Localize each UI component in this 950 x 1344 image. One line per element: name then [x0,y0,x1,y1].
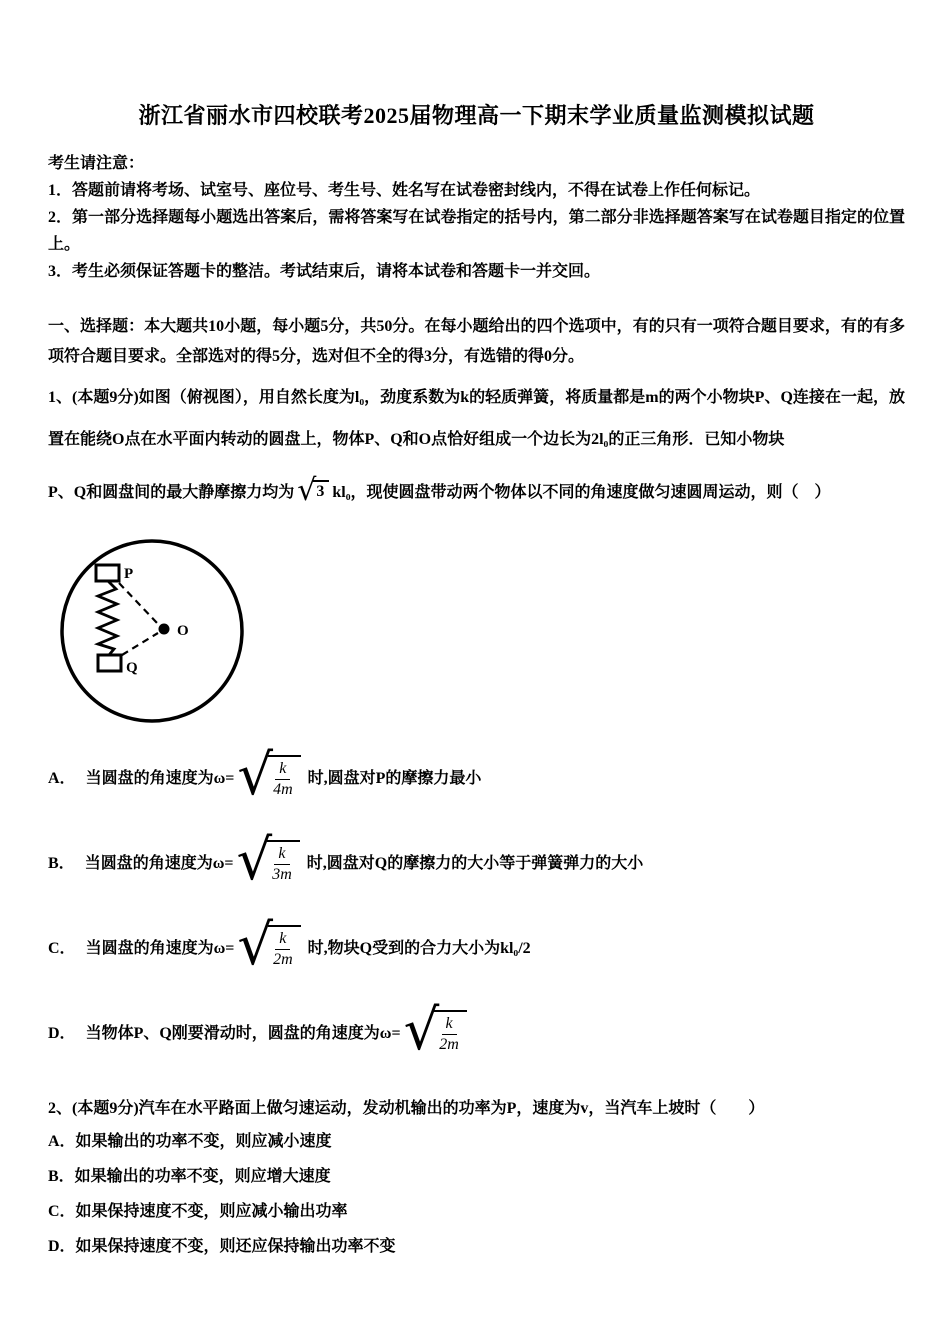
radius-dash-q [122,633,158,655]
question-2-stem: 2、(本题9分)汽车在水平路面上做匀速运动，发动机输出的功率为P，速度为v，当汽车上坡时（ ） [48,1099,765,1117]
q1-option-d [48,989,905,1074]
fraction-numerator: k [274,845,289,865]
label-o: O [177,622,189,639]
option-label: B． [48,854,75,872]
notice-item-3: 3．考生必须保证答题卡的整洁。考试结束后，请将本试卷和答题卡一并交回。 [48,262,601,280]
fraction-denominator: 2m [273,951,293,969]
radical-sign: √ [403,998,440,1063]
radical-sign: √ [297,472,317,508]
center-dot [159,623,170,634]
radicand-3: 3 [313,480,329,501]
option-pre-text: 当圆盘的角速度为ω= [85,939,235,957]
friction-text-post: kl₀，现使圆盘带动两个物体以不同的角速度做匀速圆周运动，则（ ） [332,484,831,502]
radical-sign: √ [237,743,274,808]
radical-sign: √ [236,828,273,893]
q2-option-b: B．如果输出的功率不变，则应增大速度 [48,1167,331,1185]
option-pre-text: 当物体P、Q刚要滑动时，圆盘的角速度为ω= [85,1024,401,1042]
option-label: C． [48,939,76,957]
notice-item-1: 1．答题前请将考场、试室号、座位号、考生号、姓名写在试卷密封线内，不得在试卷上作任何标记。 [48,181,761,199]
fraction [273,760,293,800]
fraction [272,845,292,885]
fraction-denominator: 2m [439,1036,459,1054]
option-formula [236,828,300,893]
q1-option-b [48,819,905,904]
option-label: D． [48,1024,76,1042]
q1-option-a [48,734,905,819]
label-p: P [124,565,134,582]
option-formula [237,913,300,978]
fraction-numerator: k [275,760,290,780]
option-formula [403,998,467,1063]
option-formula [237,743,300,808]
disk-circle [62,541,242,721]
fraction-denominator: 3m [272,866,292,884]
radical-sign: √ [237,913,274,978]
q2-option-c: C．如果保持速度不变，则应减小输出功率 [48,1202,348,1220]
q1-option-c [48,904,905,989]
friction-text-pre: P、Q和圆盘间的最大静摩擦力均为 [48,484,295,502]
spring-coil [98,581,117,655]
block-p [96,565,119,581]
sqrt-3-expression [297,472,329,508]
fraction-denominator: 4m [273,781,293,799]
fraction-numerator: k [442,1015,457,1035]
option-label: A． [48,769,76,787]
notice-item-2: 2．第一部分选择题每小题选出答案后，需将答案写在试卷指定的括号内，第二部分非选择题答案写在试卷题目指定的位置上。 [48,208,905,253]
section-1-heading: 一、选择题：本大题共10小题，每小题5分，共50分。在每小题给出的四个选项中，有的只有一项符合题目要求，有的有多项符合题目要求。全部选对的得5分，选对但不全的得3分，有选错的得0分。 [48,317,905,365]
question-1-lead: 1、(本题9分)如图（俯视图），用自然长度为l₀，劲度系数为k的轻质弹簧，将质量都是m的两个小物块P、Q连接在一起，放置在能绕O点在水平面内转动的圆盘上，物体P、Q和O点恰好组成一个边长为2l₀的正三角形．已知小物块 [48,388,905,448]
notice-heading: 考生请注意： [48,154,145,172]
fraction [273,930,293,970]
page-title: 浙江省丽水市四校联考2025届物理高一下期末学业质量监测模拟试题 [138,103,815,128]
fraction [439,1015,459,1055]
q2-option-d: D．如果保持速度不变，则还应保持输出功率不变 [48,1237,396,1255]
question-1-friction-line [48,463,905,519]
fraction-numerator: k [275,930,290,950]
label-q: Q [126,659,138,676]
question-1-figure [56,533,905,734]
option-post-text: 时,物块Q受到的合力大小为kl₀/2 [307,939,531,957]
option-pre-text: 当圆盘的角速度为ω= [84,854,234,872]
block-q [98,655,121,671]
option-pre-text: 当圆盘的角速度为ω= [85,769,235,787]
top-view-disk-diagram [56,533,252,729]
option-post-text: 时,圆盘对Q的摩擦力的大小等于弹簧弹力的大小 [306,854,644,872]
option-post-text: 时,圆盘对P的摩擦力最小 [307,769,482,787]
q2-option-a: A．如果输出的功率不变，则应减小速度 [48,1132,332,1150]
radius-dash-p [119,583,158,624]
